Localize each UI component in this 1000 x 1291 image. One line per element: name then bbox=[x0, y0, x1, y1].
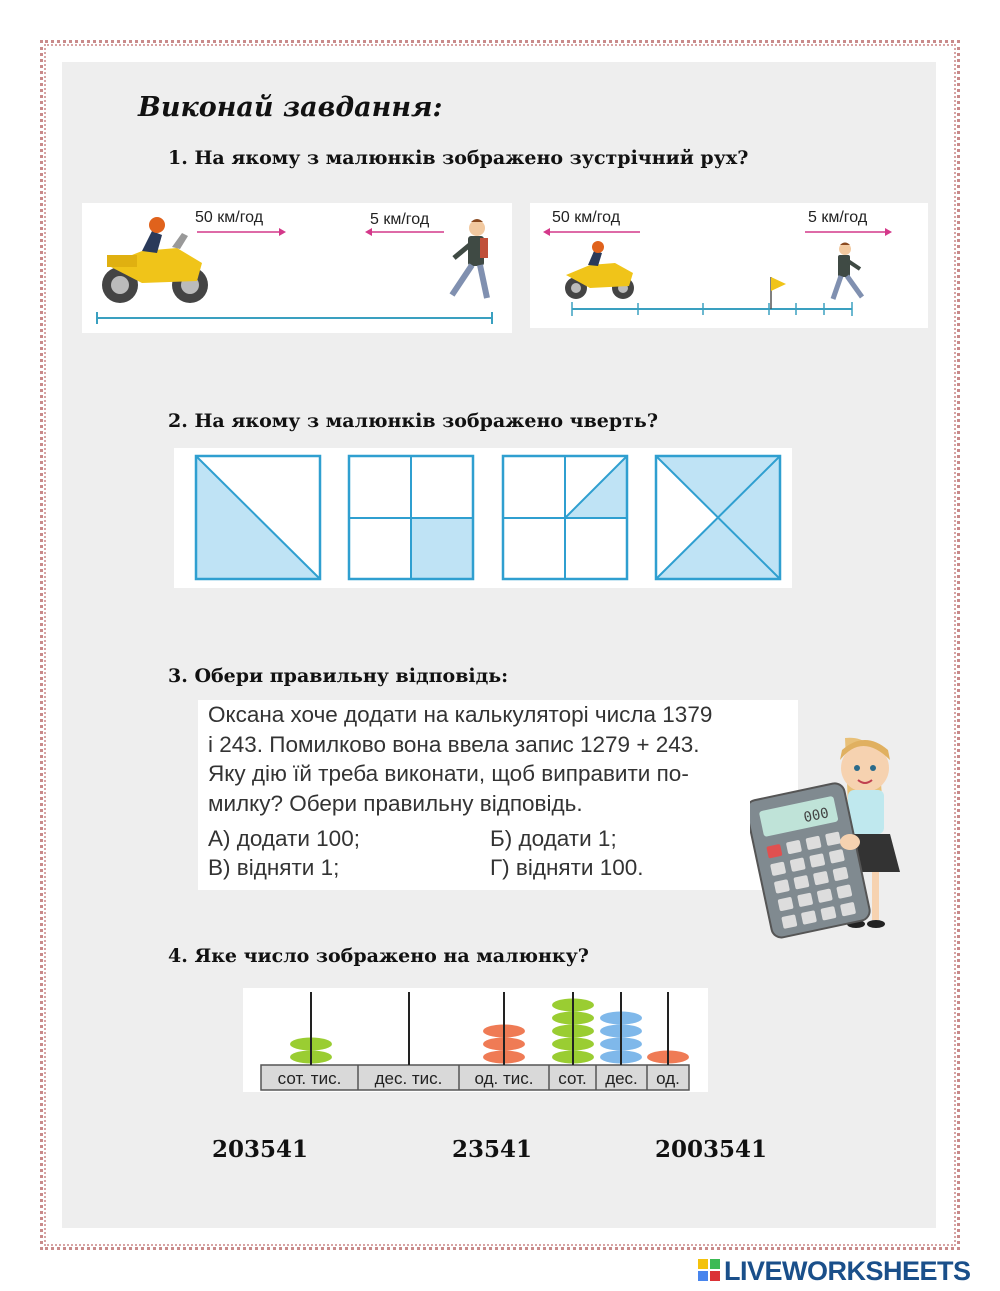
walker-speed-label: 5 км/год bbox=[808, 209, 868, 226]
option-c[interactable]: В) відняти 1; bbox=[208, 855, 340, 880]
answer-option-2[interactable]: 23541 bbox=[452, 1136, 533, 1163]
answer-option-1[interactable]: 203541 bbox=[212, 1136, 309, 1163]
abacus-panel bbox=[243, 988, 708, 1092]
moto-speed-label: 50 км/год bbox=[195, 209, 264, 226]
calculator-display: 000 bbox=[802, 805, 831, 827]
liveworksheets-brand: LIVEWORKSHEETS bbox=[724, 1256, 971, 1286]
option-a[interactable]: А) додати 100; bbox=[208, 826, 360, 851]
option-d[interactable]: Г) відняти 100. bbox=[490, 855, 644, 880]
motion-scene-1 bbox=[82, 203, 512, 333]
fractions-figures bbox=[174, 448, 792, 588]
girl-with-calculator-illustration bbox=[750, 730, 910, 940]
motorcycle-icon bbox=[102, 217, 208, 303]
question-1: 1. На якому з малюнків зображено зустрічний рух? bbox=[168, 147, 749, 169]
liveworksheets-logo-icon bbox=[698, 1259, 720, 1281]
task-line: і 243. Помилково вона ввела запис 1279 + 243. bbox=[208, 731, 700, 757]
answer-option-3[interactable]: 2003541 bbox=[655, 1136, 768, 1163]
question-3: 3. Обери правильну відповідь: bbox=[168, 665, 509, 687]
abacus-label: од. тис. bbox=[474, 1069, 534, 1088]
motorcycle-icon bbox=[565, 241, 634, 299]
task-line: милку? Обери правильну відповідь. bbox=[208, 790, 583, 816]
walking-boy-icon bbox=[452, 219, 488, 298]
square-quarter[interactable] bbox=[349, 456, 473, 579]
option-b[interactable]: Б) додати 1; bbox=[490, 826, 617, 851]
square-cross[interactable] bbox=[656, 456, 780, 579]
question-4: 4. Яке число зображено на малюнку? bbox=[168, 945, 589, 967]
task-line: Яку дію їй треба виконати, щоб виправити по- bbox=[208, 761, 689, 786]
abacus-label: сот. тис. bbox=[277, 1069, 342, 1088]
abacus-label: од. bbox=[656, 1069, 680, 1088]
abacus-label: дес. bbox=[605, 1069, 638, 1088]
worksheet-title: Виконай завдання: bbox=[138, 92, 443, 123]
abacus-label: сот. bbox=[558, 1069, 587, 1088]
flag-icon bbox=[771, 277, 786, 309]
motion-picture-2[interactable] bbox=[530, 203, 928, 328]
fractions-panel bbox=[174, 448, 792, 588]
square-eighth[interactable] bbox=[503, 456, 627, 579]
moto-speed-label: 50 км/год bbox=[552, 209, 621, 226]
square-half-diagonal[interactable] bbox=[196, 456, 320, 579]
abacus-figure bbox=[243, 988, 708, 1092]
question-2: 2. На якому з малюнків зображено чверть? bbox=[168, 410, 658, 432]
abacus-label: дес. тис. bbox=[374, 1069, 443, 1088]
task-line: Оксана хоче додати на калькуляторі числа 1379 bbox=[208, 702, 713, 727]
motion-picture-1[interactable] bbox=[82, 203, 512, 333]
walking-boy-icon bbox=[833, 243, 862, 300]
walker-speed-label: 5 км/год bbox=[370, 211, 430, 228]
